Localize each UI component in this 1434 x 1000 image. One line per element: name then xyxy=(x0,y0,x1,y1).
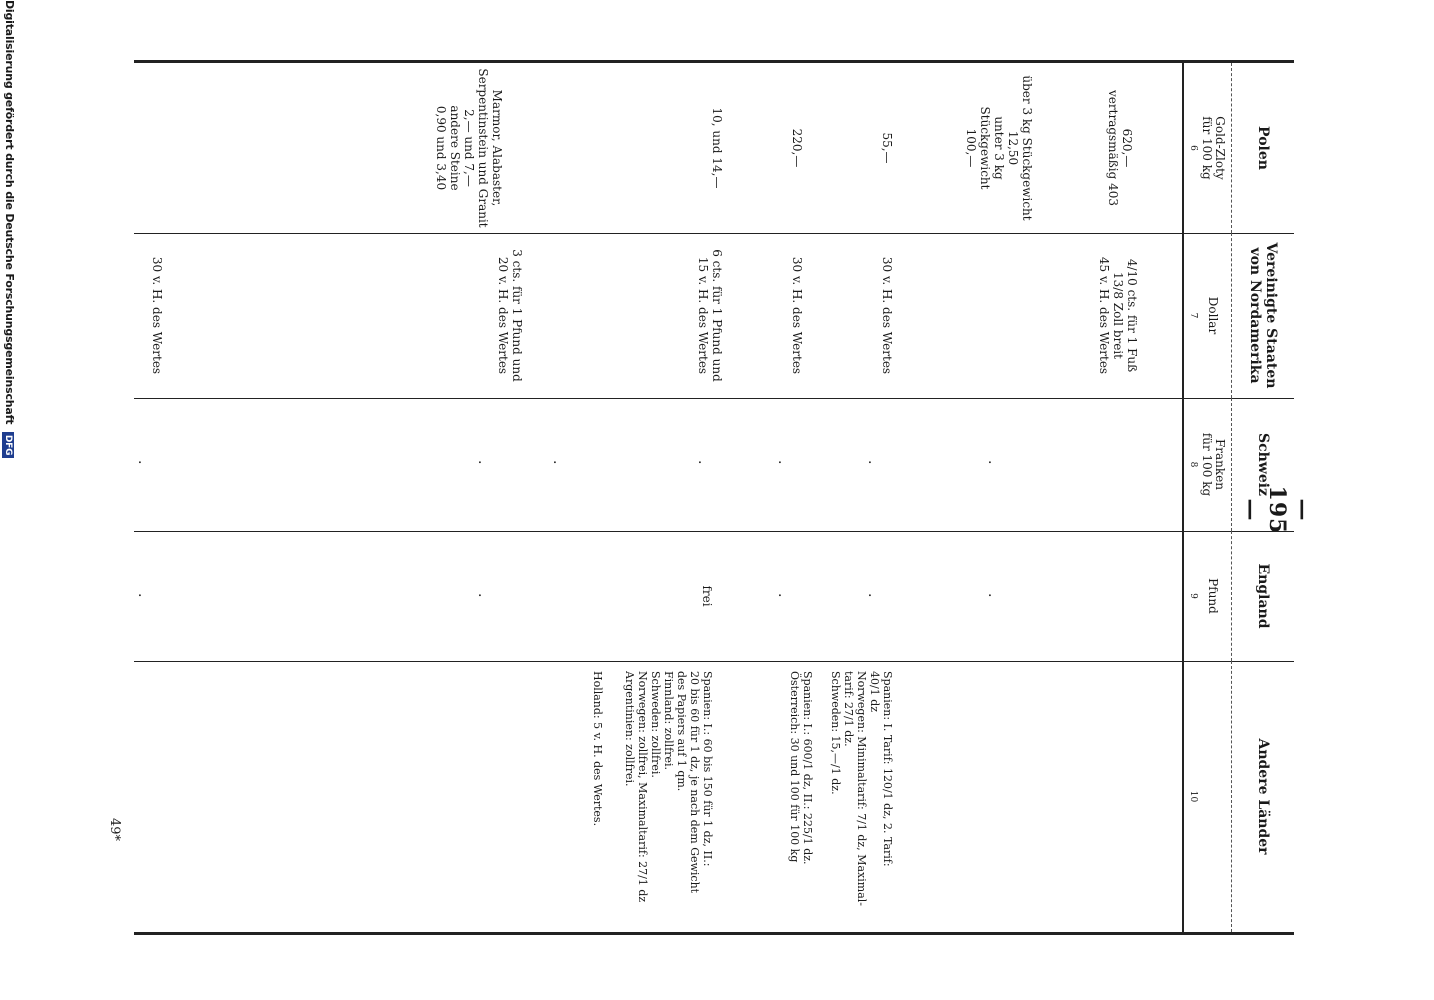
usa-cell-3: 30 v. H. des Wertes xyxy=(790,256,804,375)
column-number-england: 9 xyxy=(1188,593,1198,599)
ditto-dot: · xyxy=(771,593,787,598)
page-number: — 195 — xyxy=(1238,485,1316,535)
polen-cell-5: 10, und 14,— xyxy=(710,107,724,189)
tariff-table xyxy=(131,60,1294,935)
ditto-dot: · xyxy=(471,460,487,465)
column-title-england: England xyxy=(1255,563,1271,629)
column-number-polen: 6 xyxy=(1188,145,1198,151)
dfg-logo: DFG xyxy=(2,432,14,458)
usa-cell-1: 4/10 cts. für 1 Fuß 13/8 Zoll breit 45 v. H. des Wertes xyxy=(1097,256,1139,375)
polen-cell-1: 620,— vertragsmäßig 403 xyxy=(1106,90,1134,206)
column-unit-schweiz: Franken für 100 kg xyxy=(1195,398,1232,531)
digitization-credit xyxy=(2,0,16,1000)
column-unit-polen: Gold-Zloty für 100 kg xyxy=(1195,63,1232,233)
andere-cell-3: Spanien: I.: 60 bis 150 für 1 dz, II.: 20 bis 60 für 1 dz, je nach dem Gewicht des Papiers auf 1 qm. Finnland: zollfrei. Schweden: zollfrei. Norwegen: zollfrei, Maximaltarif: 27/1 dz Argentinien: zollfrei. xyxy=(623,671,714,903)
andere-cell-4: Holland: 5 v. H. des Wertes. xyxy=(591,671,604,827)
column-title-andere-laender: Andere Länder xyxy=(1255,738,1271,855)
england-cell-1: frei xyxy=(700,585,714,607)
column-unit-andere-laender xyxy=(1195,661,1232,932)
andere-cell-2: Spanien: I.: 600/1 dz, II.: 225/1 dz. Österreich: 30 und 100 für 100 kg xyxy=(788,671,814,865)
ditto-dot: · xyxy=(861,593,877,598)
column-title-schweiz: Schweiz xyxy=(1255,432,1271,497)
ditto-dot: · xyxy=(471,593,487,598)
ditto-dot: · xyxy=(981,460,997,465)
andere-cell-1: Spanien: I. Tarif: 120/1 dz, 2. Tarif: 40/1 dz Norwegen: Minimaltarif: 7/1 dz, Maximal- tarif: 27/1 dz. Schweden: 15,—/1 dz. xyxy=(829,671,894,906)
column-schweiz xyxy=(131,398,1294,532)
column-unit-england: Pfund xyxy=(1195,531,1232,661)
column-title-polen: Polen xyxy=(1255,126,1271,170)
credit-text: Digitalisierung gefördert durch die Deutsche Forschungsgemeinschaft xyxy=(3,0,16,425)
polen-cell-6: Marmor, Alabaster, Serpentinstein und Granit 2,— und 7,— andere Steine 0,90 und 3,40 xyxy=(434,68,504,228)
usa-cell-5: 3 cts. für 1 Pfund und 20 v. H. des Wertes xyxy=(496,249,524,382)
ditto-dot: · xyxy=(771,460,787,465)
column-number-schweiz: 8 xyxy=(1188,461,1198,468)
polen-cell-3: 55,— xyxy=(880,132,894,164)
usa-cell-4: 6 cts. für 1 Pfund und 15 v. H. des Wertes xyxy=(696,249,724,382)
column-andere-laender xyxy=(134,661,1294,935)
column-title-usa: Vereinigte Staaten von Nordamerika xyxy=(1247,242,1279,389)
sheet-signature: 49* xyxy=(107,818,122,842)
column-unit-usa: Dollar xyxy=(1195,233,1232,398)
ditto-dot: · xyxy=(546,460,562,465)
ditto-dot: · xyxy=(861,460,877,465)
column-number-andere-laender: 10 xyxy=(1188,790,1198,803)
polen-cell-4: 220,— xyxy=(790,128,804,168)
ditto-dot: · xyxy=(131,460,147,465)
column-number-usa: 7 xyxy=(1188,312,1198,319)
polen-cell-2: über 3 kg Stückgewicht 12,50 unter 3 kg Stückgewicht 100,— xyxy=(964,75,1034,221)
usa-cell-2: 30 v. H. des Wertes xyxy=(880,256,894,375)
ditto-dot: · xyxy=(691,460,707,465)
column-polen xyxy=(134,63,1294,234)
column-usa xyxy=(134,233,1294,399)
column-england xyxy=(131,531,1294,662)
usa-cell-6: 30 v. H. des Wertes xyxy=(150,256,164,375)
ditto-dot: · xyxy=(981,593,997,598)
ditto-dot: · xyxy=(131,593,147,598)
